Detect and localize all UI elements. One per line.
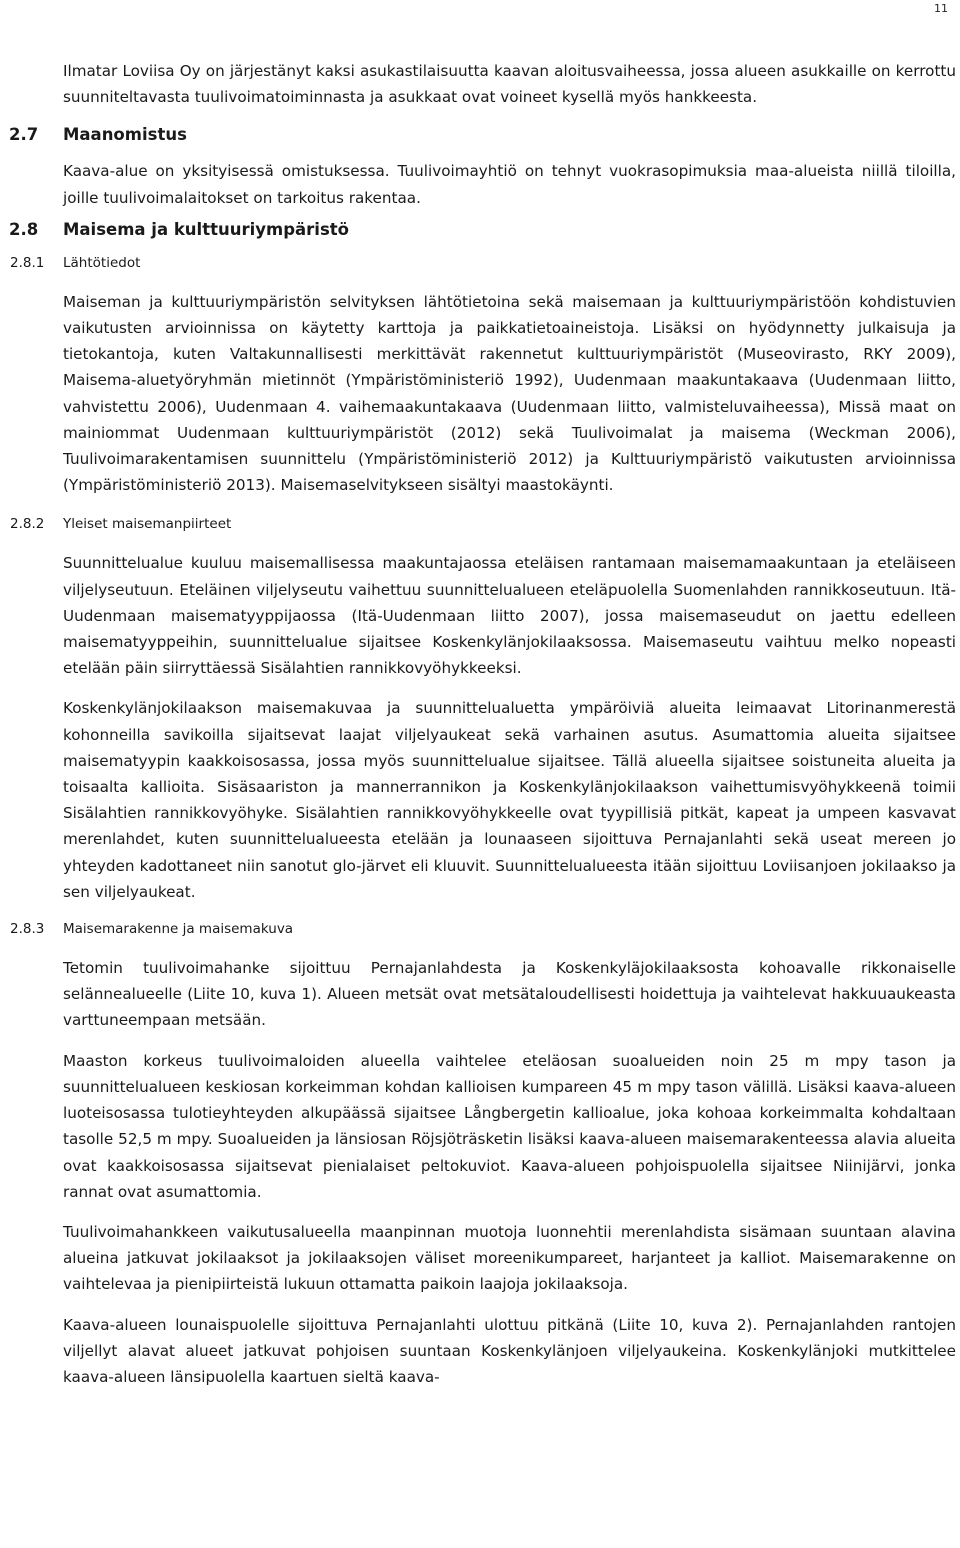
section-heading-2-7	[0, 124, 960, 146]
section-2-8-2-paragraph-1: Suunnittelualue kuuluu maisemallisessa maakuntajaossa eteläisen rantamaan maisemamaakuntaan ja eteläiseen viljelyseutuun. Eteläinen viljelyseutu vaihettuu suunnittelualueen eteläpuolella Suomenlahden rannikkoseutuun. Itä-Uudenmaan maisematyyppijaossa (Itä-Uudenmaan liitto 2007), jossa maisemaseudut on jaettu edelleen maisematyyppeihin, suunnittelualue sijaitsee Koskenkylänjokilaaksossa. Maisemaseutu vaihtuu melko nopeasti etelään päin siirryttäessä Sisälahtien rannikkovyöhykkeeksi.	[63, 554, 956, 678]
subsection-title: Maisemarakenne ja maisemakuva	[63, 921, 294, 938]
document-body	[0, 58, 960, 1390]
subsection-title: Lähtötiedot	[63, 254, 141, 271]
section-2-8-3-paragraph-4: Kaava-alueen lounaispuolelle sijoittuva Pernajanlahti ulottuu pitkänä (Liite 10, kuva 2). Pernajanlahden rantojen viljellyt alavat alueet jatkuvat pohjoisen suuntaan Koskenkylänjoen viljelyaukeina. Koskenkylänjoki mutkittelee kaava-alueen länsipuolella kaartuen sieltä kaava-	[63, 1315, 956, 1386]
subsection-title: Yleiset maisemanpiirteet	[63, 516, 232, 533]
subsection-number: 2.8.1	[10, 254, 45, 271]
section-2-8-1-paragraph: Maiseman ja kulttuuriympäristön selvityksen lähtötietoina sekä maisemaan ja kulttuuriympäristöön kohdistuvien vaikutusten arvioinnissa on käytetty karttoja ja paikkatietoaineistoja. Lisäksi on hyödynnetty julkaisuja ja tietokantoja, kuten Valtakunnallisesti merkittävät rakennetut kulttuuriympäristöt (Museovirasto, RKY 2009), Maisema-aluetyöryhmän mietinnöt (Ympäristöministeriö 1992), Uudenmaan maakuntakaava (Uudenmaan liitto, vahvistettu 2006), Uudenmaan 4. vaihemaakuntakaava (Uudenmaan liitto, valmisteluvaiheessa), Missä maat on mainiommat Uudenmaan kulttuuriympäristöt (2012) sekä Tuulivoimalat ja maisema (Weckman 2006), Tuulivoimarakentamisen suunnittelu (Ympäristöministeriö 2012) ja Kulttuuriympäristö vaikutusten arvioinnissa (Ympäristöministeriö 2013). Maisemaselvitykseen sisältyi maastokäynti.	[63, 292, 956, 495]
subsection-heading-2-8-3	[0, 919, 960, 939]
intro-paragraph: Ilmatar Loviisa Oy on järjestänyt kaksi asukastilaisuutta kaavan aloitusvaiheessa, jossa alueen asukkaille on kerrottu suunniteltavasta tuulivoimatoiminnasta ja asukkaat ovat voineet kysellä myös hankkeesta.	[63, 62, 956, 107]
section-2-8-2-paragraph-2: Koskenkylänjokilaakson maisemakuvaa ja suunnittelualuetta ympäröiviä alueita leimaavat Litorinanmerestä kohonneilla savikoilla sijaitsevat laajat viljelyaukeat sekä varhainen asutus. Asumattomia alueita sijaitsee maisematyypin kaakkoisosassa, jossa myös suunnittelualue sijaitsee. Tällä alueella sijaitsee soistuneita alueita ja toisaalta kallioita. Sisäsaariston ja mannerrannikon ja Koskenkylänjokilaakson vaihettumisvyöhykkeenä toimii Sisälahtien rannikkovyöhyke. Sisälahtien rannikkovyöhykkeelle ovat tyypillisiä pitkät, kapeat ja umpeen kasvavat merenlahdet, kuten suunnittelualueesta etelään ja lounaaseen sijoittuva Pernajanlahti sekä useat mereen jo yhteyden kadottaneet niin sanotut glo-järvet eli kluuvit. Suunnittelualueesta itään sijoittuu Loviisanjoen jokilaakso ja sen viljelyaukeat.	[63, 699, 956, 901]
subsection-number: 2.8.2	[10, 516, 45, 533]
page-number: 11	[934, 2, 948, 15]
section-number: 2.8	[9, 219, 39, 239]
section-title: Maisema ja kulttuuriympäristö	[63, 219, 349, 239]
subsection-heading-2-8-2	[0, 514, 960, 534]
subsection-heading-2-8-1	[0, 253, 960, 273]
section-2-8-3-paragraph-3: Tuulivoimahankkeen vaikutusalueella maanpinnan muotoja luonnehtii merenlahdista sisämaan suuntaan alavina alueina jatkuvat jokilaaksot ja jokilaaksojen väliset moreenikumpareet, harjanteet ja kalliot. Maisemarakenne on vaihtelevaa ja pienipiirteistä lukuun ottamatta paikoin laajoja jokilaaksoja.	[63, 1222, 956, 1294]
section-2-8-3-paragraph-1: Tetomin tuulivoimahanke sijoittuu Pernajanlahdesta ja Koskenkyläjokilaaksosta kohoavalle rikkonaiselle selännealueelle (Liite 10, kuva 1). Alueen metsät ovat metsätaloudellisesti hoidettuja ja vaihtelevat hakkuuaukeasta varttuneempaan metsään.	[63, 959, 956, 1030]
subsection-number: 2.8.3	[10, 921, 45, 938]
section-2-7-paragraph: Kaava-alue on yksityisessä omistuksessa. Tuulivoimayhtiö on tehnyt vuokrasopimuksia maa-alueista niillä tiloilla, joille tuulivoimalaitokset on tarkoitus rakentaa.	[63, 162, 956, 207]
section-2-8-3-paragraph-2: Maaston korkeus tuulivoimaloiden alueella vaihtelee eteläosan suoalueiden noin 25 m mpy tason ja suunnittelualueen keskiosan korkeimman kohdan kallioisen kumpareen 45 m mpy tason välillä. Lisäksi kaava-alueen luoteisosassa tulotieyhteyden alkupäässä sijaitsee Långbergetin kallioalue, joka kohoaa korkeimmalta kohdaltaan tasolle 52,5 m mpy. Suoalueiden ja länsiosan Röjsjöträsketin lisäksi kaava-alueen maisemarakenteessa alavia alueita ovat kaakkoisosassa sijaitsevat pienialaiset peltokuviot. Kaava-alueen pohjoispuolella sijaitsee Niinijärvi, jonka rannat ovat asumattomia.	[63, 1051, 956, 1201]
section-title: Maanomistus	[63, 125, 187, 145]
section-number: 2.7	[9, 125, 39, 145]
section-heading-2-8	[0, 219, 960, 241]
